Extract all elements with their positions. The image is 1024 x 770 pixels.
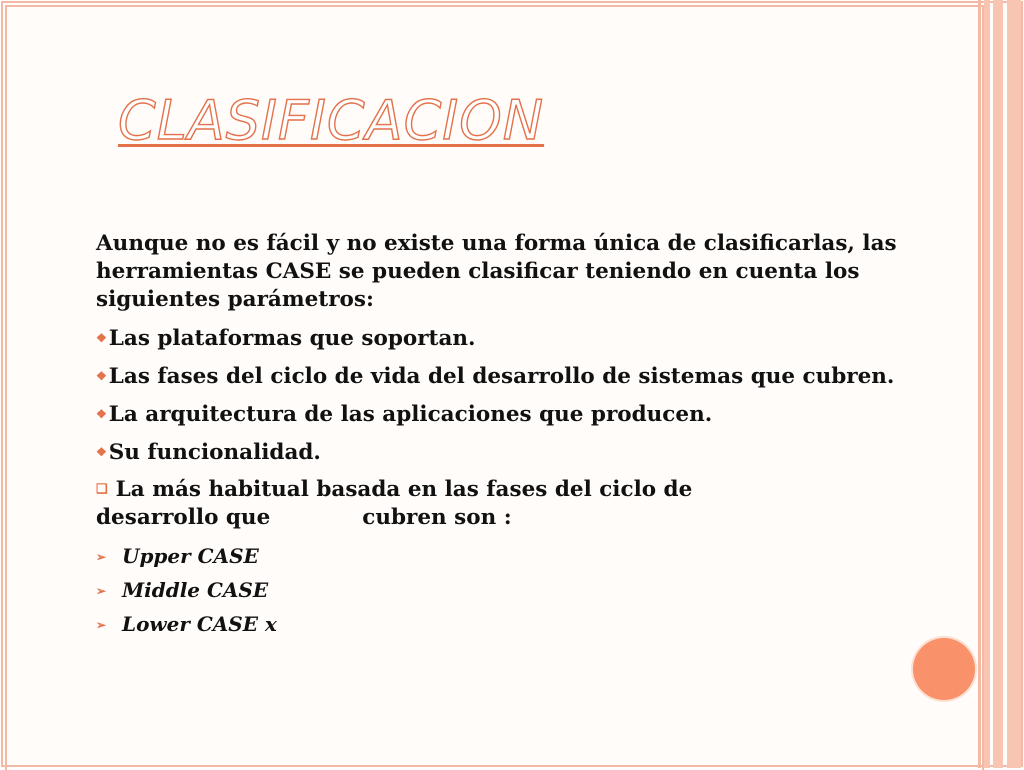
case-type-label: Lower CASE x	[122, 612, 277, 636]
parameter-item	[96, 400, 916, 429]
diamond-bullet-icon: ❖	[96, 369, 107, 383]
parameter-text: Las fases del ciclo de vida del desarrollo de sistemas que cubren.	[108, 364, 895, 389]
decorative-stripe	[1007, 0, 1021, 768]
decorative-stripe	[993, 0, 1003, 768]
parameter-item	[96, 324, 916, 353]
intro-paragraph: Aunque no es fácil y no existe una forma única de clasificarlas, las herramientas CASE se pueden clasificar teniendo en cuenta los siguientes parámetros:	[96, 231, 897, 312]
diamond-bullet-icon: ❖	[96, 407, 107, 421]
parameter-text: Las plataformas que soportan.	[108, 326, 476, 351]
parameter-text: Su funcionalidad.	[108, 440, 321, 465]
parameter-item	[96, 438, 916, 467]
decorative-stripe	[984, 0, 990, 768]
diamond-bullet-icon: ❖	[96, 445, 107, 459]
arrow-bullet-icon: ➢	[96, 550, 107, 564]
case-type-item	[96, 542, 916, 576]
decorative-circle	[913, 638, 975, 700]
parameter-text: La arquitectura de las aplicaciones que producen.	[108, 402, 713, 427]
case-type-item	[96, 576, 916, 610]
case-type-label: Upper CASE	[122, 544, 259, 568]
classification-item	[96, 476, 916, 532]
classification-text-line2a: desarrollo que	[96, 505, 271, 530]
case-type-item	[96, 610, 916, 644]
classification-text-line2b: cubren son :	[362, 505, 512, 530]
square-bullet-icon: ❑	[96, 482, 108, 497]
slide-title: CLASIFICACION	[118, 89, 545, 152]
decorative-stripe	[978, 0, 981, 768]
arrow-bullet-icon: ➢	[96, 618, 107, 632]
case-type-label: Middle CASE	[122, 578, 269, 602]
slide-body	[96, 230, 916, 644]
classification-text-line1: La más habitual basada en las fases del ciclo de	[115, 477, 693, 502]
parameter-item	[96, 362, 916, 391]
case-type-list	[96, 542, 916, 644]
diamond-bullet-icon: ❖	[96, 331, 107, 345]
arrow-bullet-icon: ➢	[96, 584, 107, 598]
